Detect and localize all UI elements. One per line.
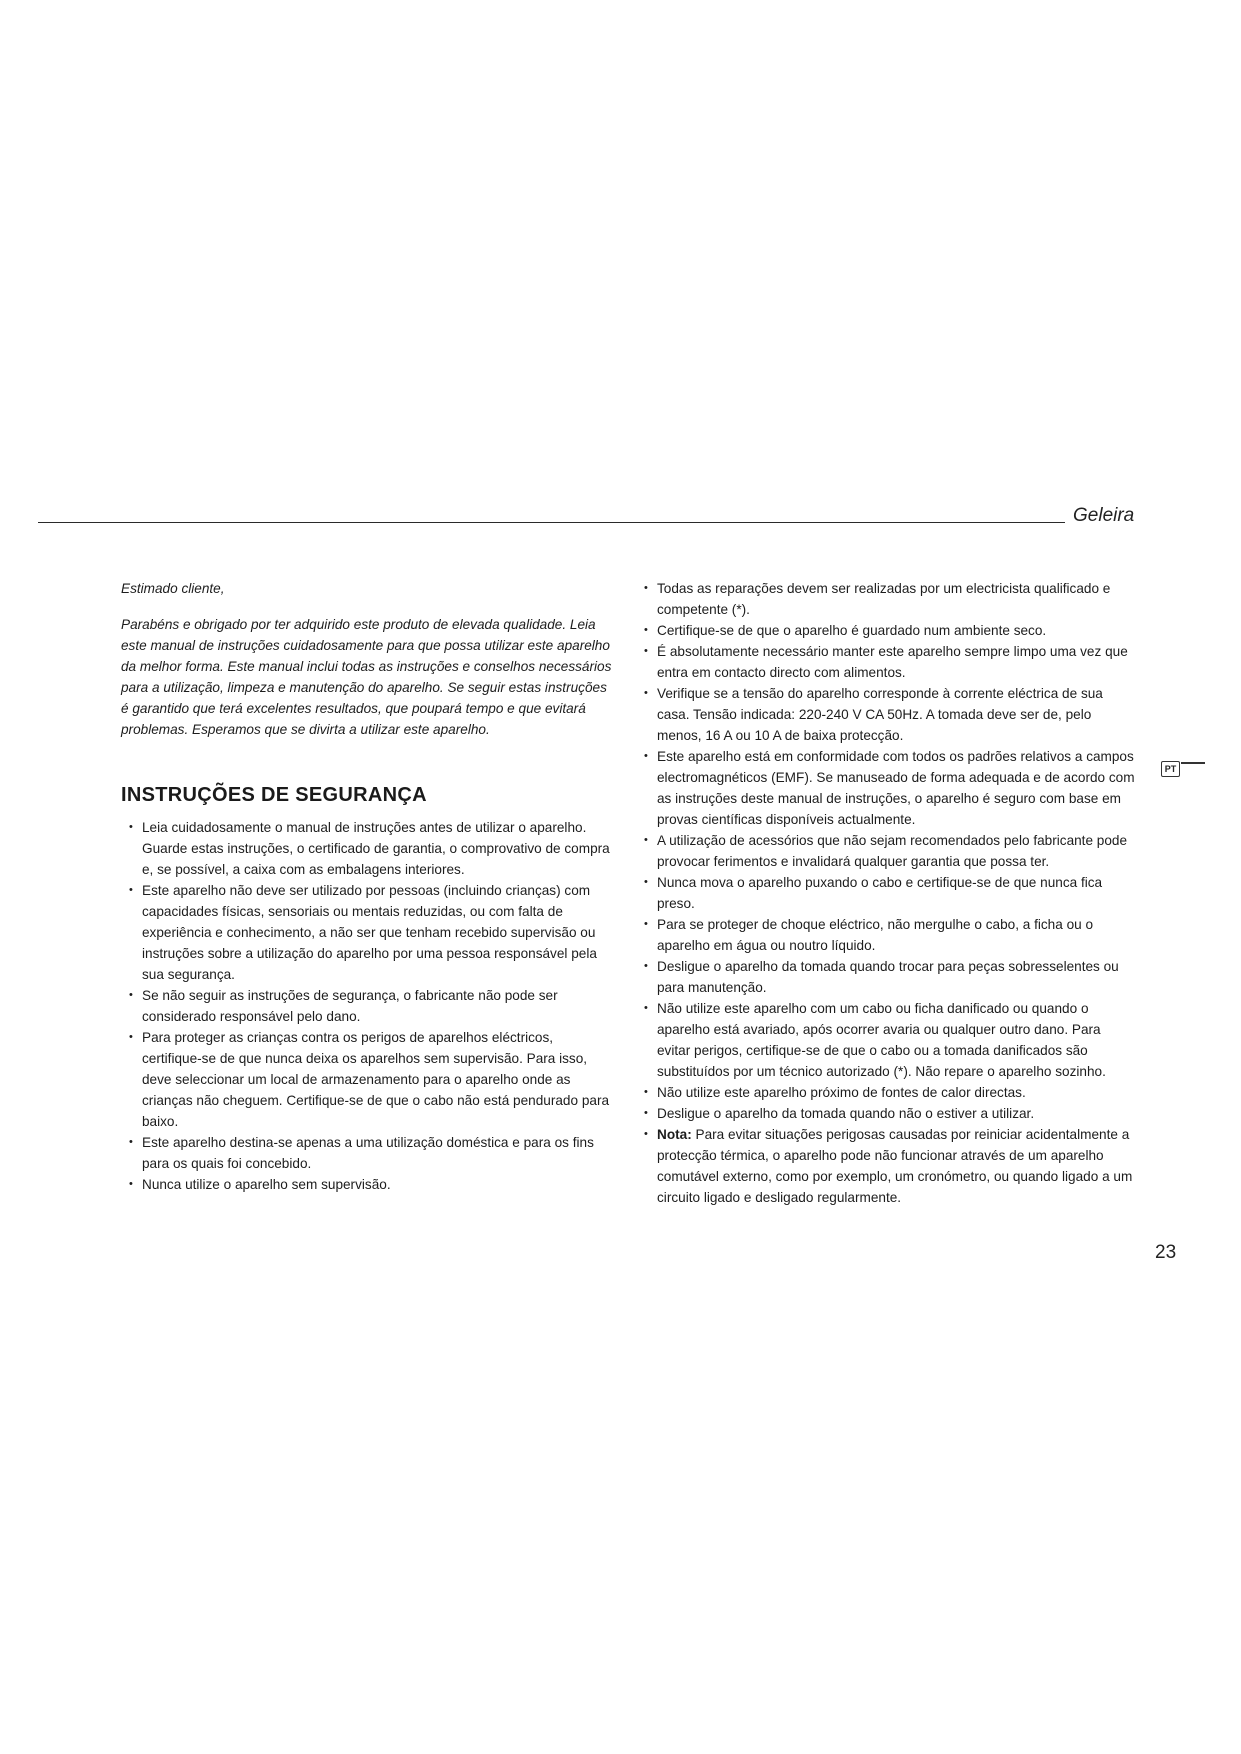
language-tab-line (1181, 762, 1205, 764)
safety-list-left (125, 817, 615, 1195)
list-item: • Verifique se a tensão do aparelho corresponde à corrente eléctrica de sua casa. Tensão indicada: 220-240 V CA 50Hz. A tomada deve ser de, pelo menos, 16 A ou 10 A de baixa protecção. (640, 683, 1135, 746)
greeting: Estimado cliente, (121, 581, 225, 596)
page-header-title: Geleira (1073, 505, 1135, 526)
right-column (640, 578, 1135, 1208)
list-item: • Desligue o aparelho da tomada quando trocar para peças sobresselentes ou para manutenção. (640, 956, 1135, 998)
safety-list-right (640, 578, 1135, 1208)
intro-paragraph: Parabéns e obrigado por ter adquirido este produto de elevada qualidade. Leia este manual de instruções cuidadosamente para que possa utilizar este aparelho da melhor forma. Este manual inclui todas as instruções e conselhos necessários para a utilização, limpeza e manutenção do aparelho. Se seguir estas instruções é garantido que terá excelentes resultados, que poupará tempo e que evitará problemas. Esperamos que se divirta a utilizar este aparelho. (121, 617, 612, 737)
list-item: • A utilização de acessórios que não sejam recomendados pelo fabricante pode provocar ferimentos e invalidará qualquer garantia que possa ter. (640, 830, 1135, 872)
list-item: • Não utilize este aparelho com um cabo ou ficha danificado ou quando o aparelho está avariado, após ocorrer avaria ou qualquer outro dano. Para evitar perigos, certifique-se de que o cabo ou a tomada danificados são substituídos por um técnico autorizado (*). Não repare o aparelho sozinho. (640, 998, 1135, 1082)
list-item: • Nunca mova o aparelho puxando o cabo e certifique-se de que nunca fica preso. (640, 872, 1135, 914)
list-item: • É absolutamente necessário manter este aparelho sempre limpo uma vez que entra em contacto directo com alimentos. (640, 641, 1135, 683)
list-item: • Se não seguir as instruções de segurança, o fabricante não pode ser considerado responsável pelo dano. (125, 985, 615, 1027)
list-item: • Este aparelho não deve ser utilizado por pessoas (incluindo crianças) com capacidades físicas, sensoriais ou mentais reduzidas, ou com falta de experiência e conhecimento, a não ser que tenham recebido supervisão ou instruções sobre a utilização do aparelho por uma pessoa responsável pela sua segurança. (125, 880, 615, 985)
note-label: Nota: (657, 1127, 692, 1142)
list-item: • Não utilize este aparelho próximo de fontes de calor directas. (640, 1082, 1135, 1103)
list-item: • Leia cuidadosamente o manual de instruções antes de utilizar o aparelho. Guarde estas instruções, o certificado de garantia, o comprovativo de compra e, se possível, a caixa com as embalagens interiores. (125, 817, 615, 880)
list-item: • Nunca utilize o aparelho sem supervisão. (125, 1174, 615, 1195)
note-text: Para evitar situações perigosas causadas por reiniciar acidentalmente a protecção térmica, o aparelho pode não funcionar através de um aparelho comutável externo, como por exemplo, um cronómetro, ou quando ligado a um circuito ligado e desligado regularmente. (657, 1127, 1133, 1205)
page-number: 23 (1155, 1242, 1177, 1263)
list-item: • Desligue o aparelho da tomada quando não o estiver a utilizar. (640, 1103, 1135, 1124)
section-title: INSTRUÇÕES DE SEGURANÇA (121, 784, 427, 806)
note-item (640, 1124, 1135, 1208)
list-item: • Este aparelho está em conformidade com todos os padrões relativos a campos electromagnéticos (EMF). Se manuseado de forma adequada e de acordo com as instruções deste manual de instruções, o aparelho é seguro com base em provas científicas disponíveis actualmente. (640, 746, 1135, 830)
list-item: • Para proteger as crianças contra os perigos de aparelhos eléctricos, certifique-se de que nunca deixa os aparelhos sem supervisão. Para isso, deve seleccionar um local de armazenamento para o aparelho onde as crianças não cheguem. Certifique-se de que o cabo não está pendurado para baixo. (125, 1027, 615, 1132)
language-tab: PT (1161, 761, 1180, 777)
left-column (121, 578, 615, 1195)
list-item: • Para se proteger de choque eléctrico, não mergulhe o cabo, a ficha ou o aparelho em água ou noutro líquido. (640, 914, 1135, 956)
list-item: • Certifique-se de que o aparelho é guardado num ambiente seco. (640, 620, 1135, 641)
header-rule (38, 522, 1065, 523)
list-item: • Todas as reparações devem ser realizadas por um electricista qualificado e competente (*). (640, 578, 1135, 620)
list-item: • Este aparelho destina-se apenas a uma utilização doméstica e para os fins para os quais foi concebido. (125, 1132, 615, 1174)
